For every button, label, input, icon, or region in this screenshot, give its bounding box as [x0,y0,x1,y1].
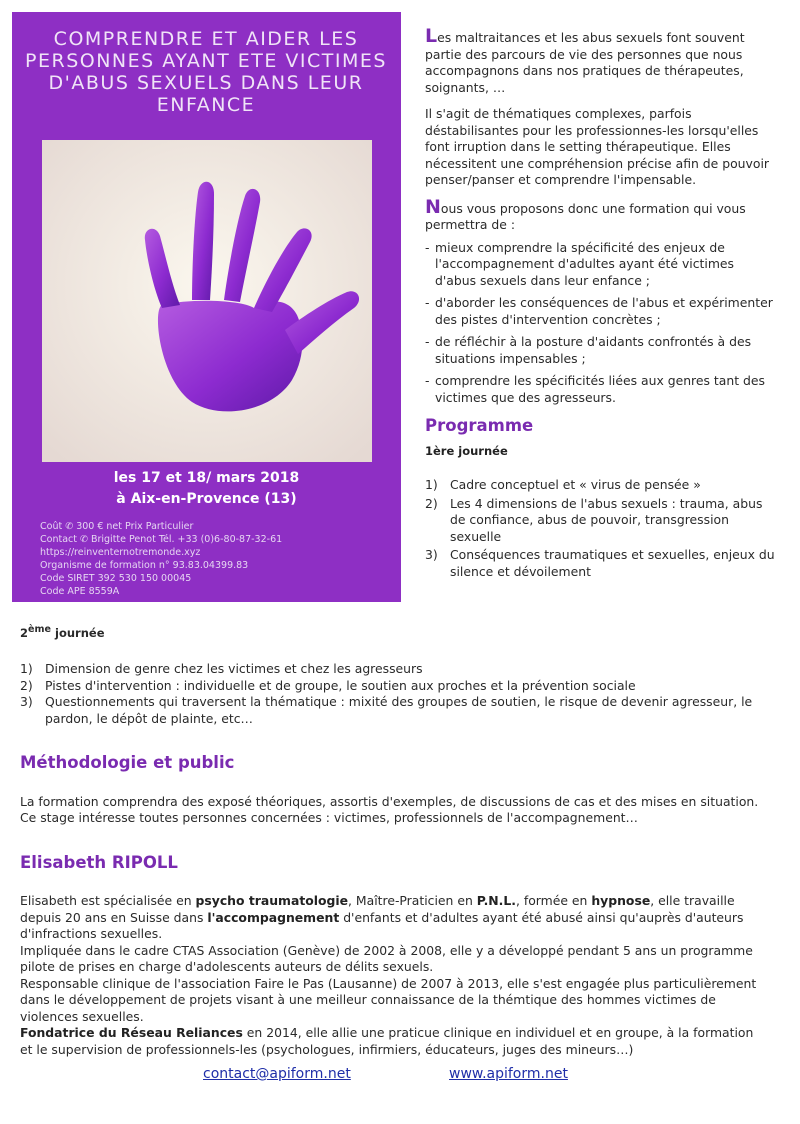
objective-item: - mieux comprendre la spécificité des enjeux de l'accompagnement d'adultes ayant été victimes d'abus sexuels dans leur enfance ; [425,239,735,288]
day1-label: 1ère journée [425,443,508,458]
programme-heading: Programme [425,416,534,435]
objective-item: - comprendre les spécificités liées aux genres tant des victimes que des agresseurs. [425,373,765,405]
event-dates: les 17 et 18/ mars 2018 [113,470,300,486]
ape-line: Code APE 8559A [40,586,120,597]
bio-paragraph: Elisabeth est spécialisée en psycho traumatologie, Maître-Praticien en P.N.L., formée en hypnose, elle travaille depuis 20 ans en Suisse dans l'accompagnement d'enfants et d'adultes ayant été abusé ainsi qu'auprès d'auteurs d'infractions sexuelles. [20,893,744,942]
cost-line: Coût ✆ 300 € net Prix Particulier [40,521,194,532]
list-item: 2) Les 4 dimensions de l'abus sexuels : trauma, abus de confiance, abus de pouvoir, transgression sexuelle [425,495,763,544]
list-item: 3) Questionnements qui traversent la thématique : mixité des groupes de soutien, le risque de devenir agresseur, le pardon, le dépôt de plainte, etc… [20,694,753,726]
methodologie-heading: Méthodologie et public [20,753,235,773]
flyer-contact-block [40,520,390,598]
bio-paragraph: Fondatrice du Réseau Reliances en 2014, elle allie une praticue clinique en individuel et en groupe, à la formation et le supervision de professionnels-les (psychologues, infirmiers, éducateurs, juges des mineurs…) [20,1025,754,1057]
day2-label: 2ème journée [20,624,105,640]
objective-item: - d'aborder les conséquences de l'abus et expérimenter des pistes d'intervention concrètes ; [425,295,773,327]
list-item: 1) Cadre conceptuel et « virus de pensée » [425,477,701,492]
bio-heading: Elisabeth RIPOLL [20,852,178,872]
intro-p1-text: es maltraitances et les abus sexuels font souvent partie des parcours de vie des personnes que nous accompagnons dans nos pratiques de thérapeutes, soignants, … [425,30,745,95]
bio-paragraph: Responsable clinique de l'association Faire le Pas (Lausanne) de 2007 à 2013, elle s'est engagée plus particulièrement dans le développement de projets visant à une meilleur connaissance de la thémtique des hommes victimes de violences sexuelles. [20,975,757,1024]
drop-initial: N [425,195,441,218]
hand-print-image [42,140,372,462]
email-link[interactable]: contact@apiform.net [203,1066,351,1082]
siret-line: Code SIRET 392 530 150 00045 [40,573,192,584]
website-line[interactable]: https://reinventernotremonde.xyz [40,547,201,558]
bio-paragraph: Impliquée dans le cadre CTAS Association (Genève) de 2002 à 2008, elle y a développé pendant 5 ans un programme pilote de prises en charge d'adolescents auteurs de délits sexuels. [20,942,753,975]
intro-column [425,25,777,582]
drop-initial: L [425,25,438,47]
intro-paragraph-2: Il s'agit de thématiques complexes, parfois déstabilisantes pour les professionnes-les lorsqu'elles font irruption dans le setting thérapeutique. Elles nécessitent une compréhension précise afin de pouvoir penser/panser et comprendre l'impensable. [425,106,769,187]
hand-print-icon [42,140,372,462]
intro-paragraph-3 [425,195,777,234]
list-item: 1) Dimension de genre chez les victimes et chez les agresseurs [20,661,423,677]
list-item: 2) Pistes d'intervention : individuelle et de groupe, le soutien aux proches et la prévention sociale [20,677,636,693]
bio-text [20,893,760,1058]
intro-p3-text: ous vous proposons donc une formation qui vous permettra de : [425,200,746,232]
objective-item: - de réfléchir à la posture d'aidants confrontés à des situations impensables ; [425,334,752,366]
methodologie-text: La formation comprendra des exposé théoriques, assortis d'exemples, de discussions de cas et des mises en situation. Ce stage intéresse toutes personnes concernées : victimes, professionnels de l'accompagnement… [20,793,759,826]
org-line: Organisme de formation n° 93.83.04399.83 [40,560,249,571]
flyer-panel [12,12,401,602]
intro-paragraph-1 [425,25,777,96]
day2-list [20,661,760,727]
event-place: à Aix-en-Provence (13) [116,491,297,507]
website-link[interactable]: www.apiform.net [449,1066,568,1082]
list-item: 3) Conséquences traumatiques et sexuelles, enjeux du silence et dévoilement [425,547,775,579]
lower-section [20,622,760,1058]
flyer-title: COMPRENDRE ET AIDER LES PERSONNES AYANT ETE VICTIMES D'ABUS SEXUELS DANS LEUR ENFANCE [25,28,387,116]
day1-list [425,477,777,580]
contact-line: Contact ✆ Brigitte Penot Tél. +33 (0)6-80-87-32-61 [40,534,283,545]
